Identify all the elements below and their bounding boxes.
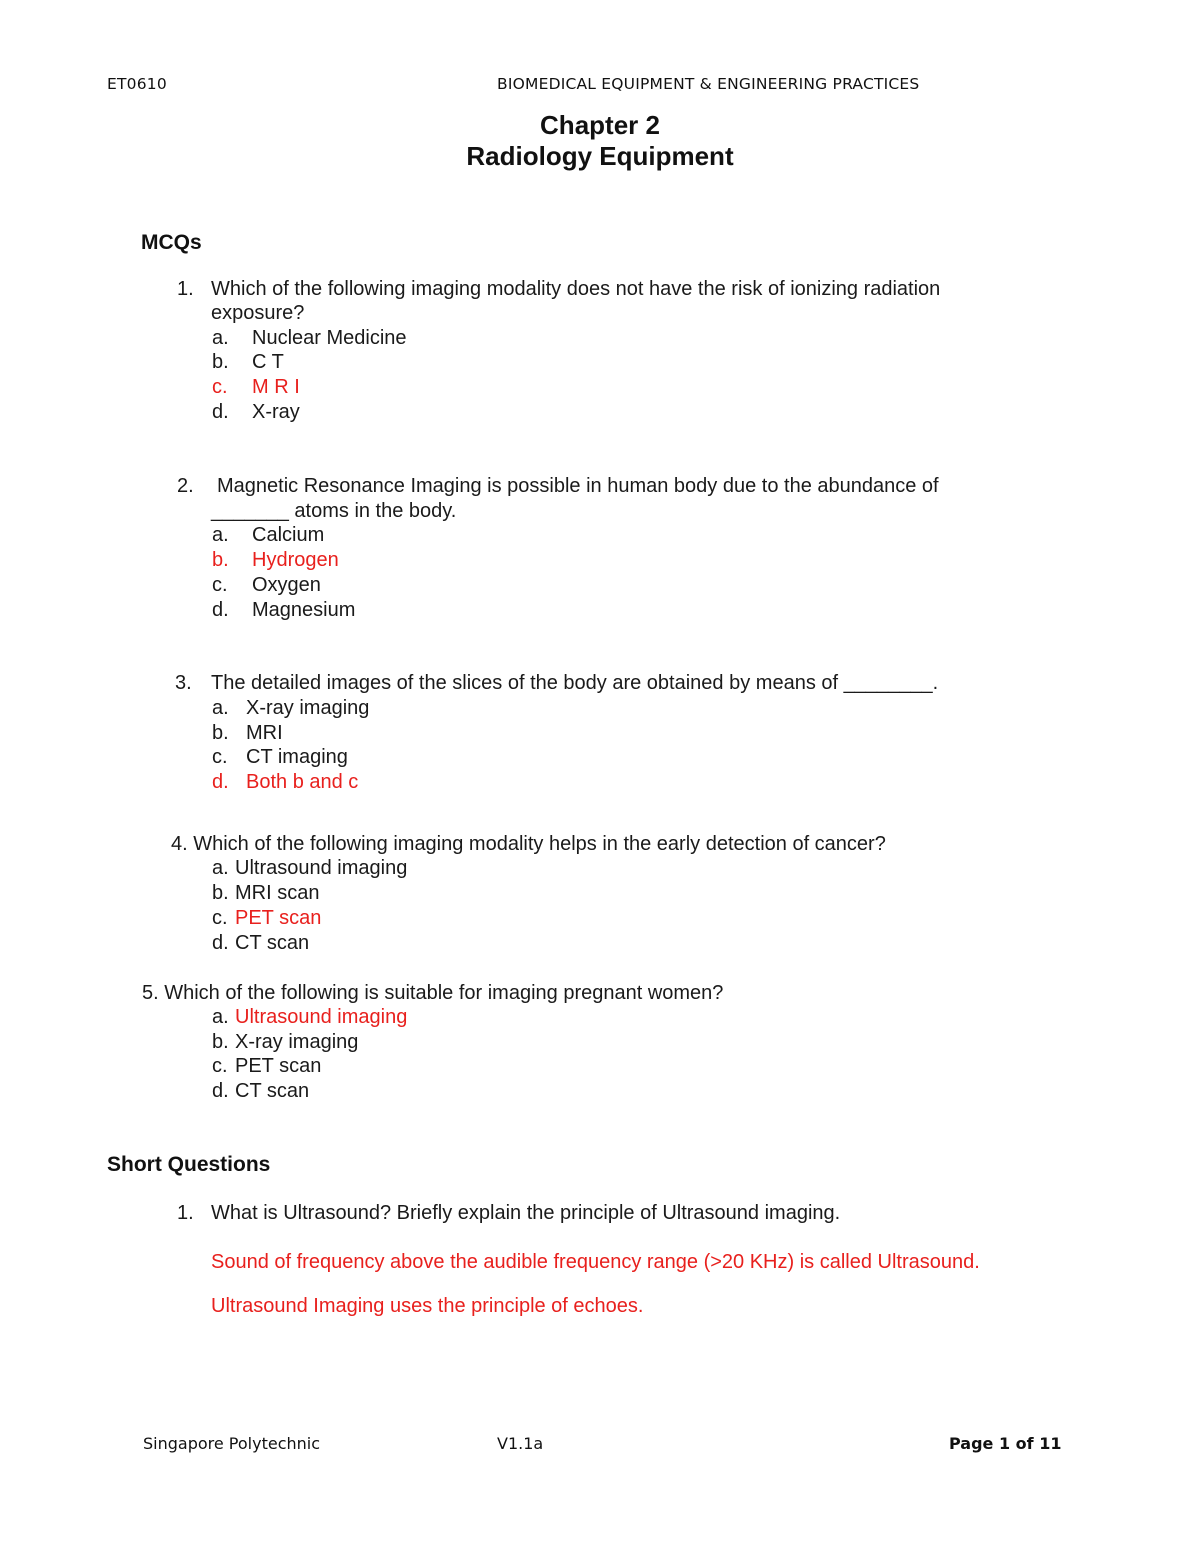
- option-letter: b.: [212, 722, 229, 744]
- option-letter-correct: b.: [212, 549, 229, 571]
- option-text: Magnesium: [252, 599, 356, 621]
- question-number: 2.: [177, 475, 194, 497]
- option-letter: d.: [212, 1080, 229, 1102]
- option-text-correct: Ultrasound imaging: [235, 1006, 408, 1028]
- course-code: ET0610: [107, 75, 167, 93]
- option-letter: c.: [212, 907, 228, 929]
- option-letter: b.: [212, 1031, 229, 1053]
- option-letter: a.: [212, 327, 229, 349]
- option-letter-correct: c.: [212, 376, 228, 398]
- footer-version: V1.1a: [497, 1434, 544, 1453]
- question-text: 4. Which of the following imaging modality helps in the early detection of cancer?: [171, 833, 886, 855]
- option-text: C T: [252, 351, 284, 373]
- option-letter-correct: d.: [212, 771, 229, 793]
- option-text: MRI scan: [235, 882, 320, 904]
- chapter-title: Chapter 2: [540, 110, 660, 140]
- footer-institution: Singapore Polytechnic: [143, 1434, 321, 1453]
- option-text-correct: Hydrogen: [252, 549, 339, 571]
- option-letter: d.: [212, 401, 229, 423]
- question-text: Magnetic Resonance Imaging is possible in human body due to the abundance of: [217, 475, 939, 497]
- short-questions-heading: Short Questions: [107, 1153, 271, 1176]
- option-letter: a.: [212, 697, 229, 719]
- option-text: X-ray imaging: [235, 1031, 359, 1053]
- answer-text: Ultrasound Imaging uses the principle of echoes.: [211, 1295, 644, 1317]
- option-text: X-ray: [252, 401, 300, 423]
- option-text: PET scan: [235, 1055, 322, 1077]
- question-text: exposure?: [211, 302, 305, 324]
- footer-page-number: Page 1 of 11: [949, 1434, 1062, 1453]
- option-text-correct: PET scan: [235, 907, 322, 929]
- option-text: X-ray imaging: [246, 697, 370, 719]
- option-letter: c.: [212, 1055, 228, 1077]
- option-text-correct: M R I: [252, 376, 300, 398]
- question-number: 3.: [175, 672, 192, 694]
- option-letter: d.: [212, 932, 229, 954]
- question-number: 1.: [177, 1202, 194, 1224]
- question-text: What is Ultrasound? Briefly explain the principle of Ultrasound imaging.: [211, 1202, 841, 1224]
- option-letter: c.: [212, 746, 228, 768]
- option-text-correct: Both b and c: [246, 771, 359, 793]
- option-text: CT scan: [235, 1080, 310, 1102]
- question-text: The detailed images of the slices of the body are obtained by means of ________.: [211, 672, 939, 694]
- option-letter: b.: [212, 882, 229, 904]
- option-text: CT scan: [235, 932, 310, 954]
- option-letter: a.: [212, 857, 229, 879]
- option-text: Calcium: [252, 524, 325, 546]
- question-text: 5. Which of the following is suitable for imaging pregnant women?: [142, 982, 724, 1004]
- mcq-heading: MCQs: [141, 231, 202, 254]
- option-text: CT imaging: [246, 746, 348, 768]
- option-text: MRI: [246, 722, 283, 744]
- question-number: 1.: [177, 278, 194, 300]
- option-letter: a.: [212, 1006, 229, 1028]
- course-title: BIOMEDICAL EQUIPMENT & ENGINEERING PRACTICES: [497, 75, 920, 93]
- topic-title: Radiology Equipment: [466, 141, 734, 171]
- option-letter: c.: [212, 574, 228, 596]
- question-text: _______ atoms in the body.: [211, 500, 457, 522]
- option-letter: b.: [212, 351, 229, 373]
- option-letter: a.: [212, 524, 229, 546]
- answer-text: Sound of frequency above the audible frequency range (>20 KHz) is called Ultrasound.: [211, 1251, 980, 1273]
- question-text: Which of the following imaging modality does not have the risk of ionizing radiation: [211, 278, 941, 300]
- option-text: Nuclear Medicine: [252, 327, 407, 349]
- option-letter: d.: [212, 599, 229, 621]
- option-text: Ultrasound imaging: [235, 857, 408, 879]
- option-text: Oxygen: [252, 574, 321, 596]
